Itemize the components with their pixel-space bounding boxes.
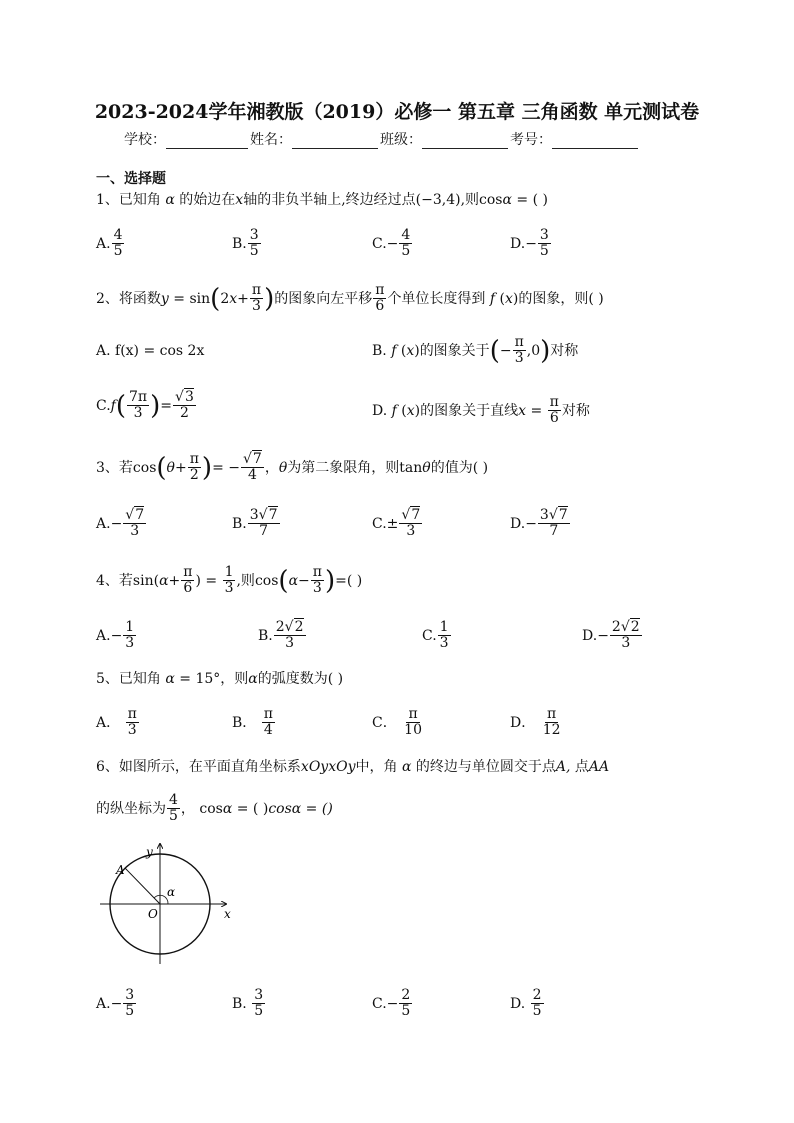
school-label: 学校： (124, 132, 166, 148)
question-1 (96, 190, 548, 210)
fig-a-label: A (116, 863, 125, 877)
q1-text: ,则 (460, 192, 480, 208)
student-info-line (124, 129, 640, 149)
q2-option-b[interactable]: B. f (x)的图象关于(− $\frac{\pi}{3}$ ,0)对称 (372, 334, 579, 367)
q6-option-b[interactable]: B. $\frac{3}{5}$ (232, 987, 264, 1020)
q2-option-d[interactable]: D. f (x)的图象关于直线x = $\frac{\pi}{6}$ 对称 (372, 394, 590, 427)
page-title: 2023-2024学年湘教版（2019）必修一 第五章 三角函数 单元测试卷 (94, 101, 700, 123)
q4-option-b[interactable]: B. $\frac{2√2}{3}$ (258, 619, 304, 652)
q1-option-a[interactable]: A. $\frac{4}{5}$ (96, 227, 123, 260)
q1-point: (−3,4) (415, 192, 461, 208)
name-label: 姓名： (250, 132, 292, 148)
section-heading: 一、选择题 (96, 171, 166, 187)
number-label: 考号： (510, 132, 552, 148)
q1-option-d[interactable]: D.− $\frac{3}{5}$ (510, 227, 549, 260)
q1-text: 轴的非负半轴上,终边经过点 (243, 192, 416, 208)
q4-option-c[interactable]: C. $\frac{1}{3}$ (422, 619, 449, 652)
name-field[interactable] (292, 134, 378, 149)
q5-option-c[interactable]: C． $\frac{\pi}{10}$ (372, 706, 422, 739)
q5-option-a[interactable]: A． $\frac{\pi}{3}$ (96, 706, 137, 739)
q3-option-d[interactable]: D.− $\frac{3√7}{7}$ (510, 507, 568, 540)
question-3: 3、若cos(θ+ $\frac{\pi}{2}$ )= − $\frac{√7}{4}$ ，θ为第二象限角，则tanθ的值为( ) (96, 451, 489, 484)
q6-option-a[interactable]: A.− $\frac{3}{5}$ (96, 987, 135, 1020)
alpha-symbol: α (165, 192, 175, 208)
school-field[interactable] (166, 134, 248, 149)
q3-option-c[interactable]: C.± $\frac{√7}{3}$ (372, 507, 421, 540)
fig-o-label: O (148, 907, 158, 921)
question-6-line2: 的纵坐标为 $\frac{4}{5}$ ， cosα = ( )cosα = () (96, 792, 333, 825)
q1-text: = ( ) (516, 192, 548, 208)
fig-alpha-label: α (167, 885, 176, 899)
question-2: 2、将函数y = sin(2x+ $\frac{\pi}{3}$ )的图象向左平移 $\frac{\pi}{6}$ 个单位长度得到 f (x)的图象，则( ) (96, 282, 604, 315)
class-label: 班级： (380, 132, 422, 148)
q2-option-c[interactable]: C.f( $\frac{7\pi}{3}$ )= $\frac{√3}{2}$ (96, 389, 194, 422)
q4-option-d[interactable]: D.− $\frac{2√2}{3}$ (582, 619, 640, 652)
q1-option-b[interactable]: B. $\frac{3}{5}$ (232, 227, 259, 260)
q6-option-d[interactable]: D. $\frac{2}{5}$ (510, 987, 542, 1020)
question-6: 6、如图所示，在平面直角坐标系xOyxOy中，角 α 的终边与单位圆交于点A, 点AA (96, 759, 610, 775)
class-field[interactable] (422, 134, 508, 149)
unit-circle-figure (96, 840, 236, 965)
q5-option-b[interactable]: B． $\frac{\pi}{4}$ (232, 706, 273, 739)
question-4: 4、若sin(α+ $\frac{\pi}{6}$ ) = $\frac{1}{3}$ ,则cos(α− $\frac{\pi}{3}$ )=( ) (96, 564, 363, 597)
q3-option-a[interactable]: A.− $\frac{√7}{3}$ (96, 507, 145, 540)
x-symbol: x (235, 192, 244, 208)
q2-option-a[interactable]: A. f(x) = cos 2x (96, 343, 205, 359)
q1-option-c[interactable]: C.− $\frac{4}{5}$ (372, 227, 411, 260)
fig-y-label: y (146, 845, 153, 859)
number-field[interactable] (552, 134, 638, 149)
q4-option-a[interactable]: A.− $\frac{1}{3}$ (96, 619, 135, 652)
q6-option-c[interactable]: C.− $\frac{2}{5}$ (372, 987, 411, 1020)
question-5: 5、已知角 α = 15°，则α的弧度数为( ) (96, 671, 344, 687)
cos-alpha: cosα (479, 192, 512, 208)
fig-x-label: x (224, 907, 231, 921)
q1-text: 1、已知角 (96, 192, 161, 208)
q1-text: 的始边在 (179, 192, 236, 208)
q3-option-b[interactable]: B. $\frac{3√7}{7}$ (232, 507, 278, 540)
q5-option-d[interactable]: D． $\frac{\pi}{12}$ (510, 706, 561, 739)
terminal-ray (125, 868, 160, 904)
